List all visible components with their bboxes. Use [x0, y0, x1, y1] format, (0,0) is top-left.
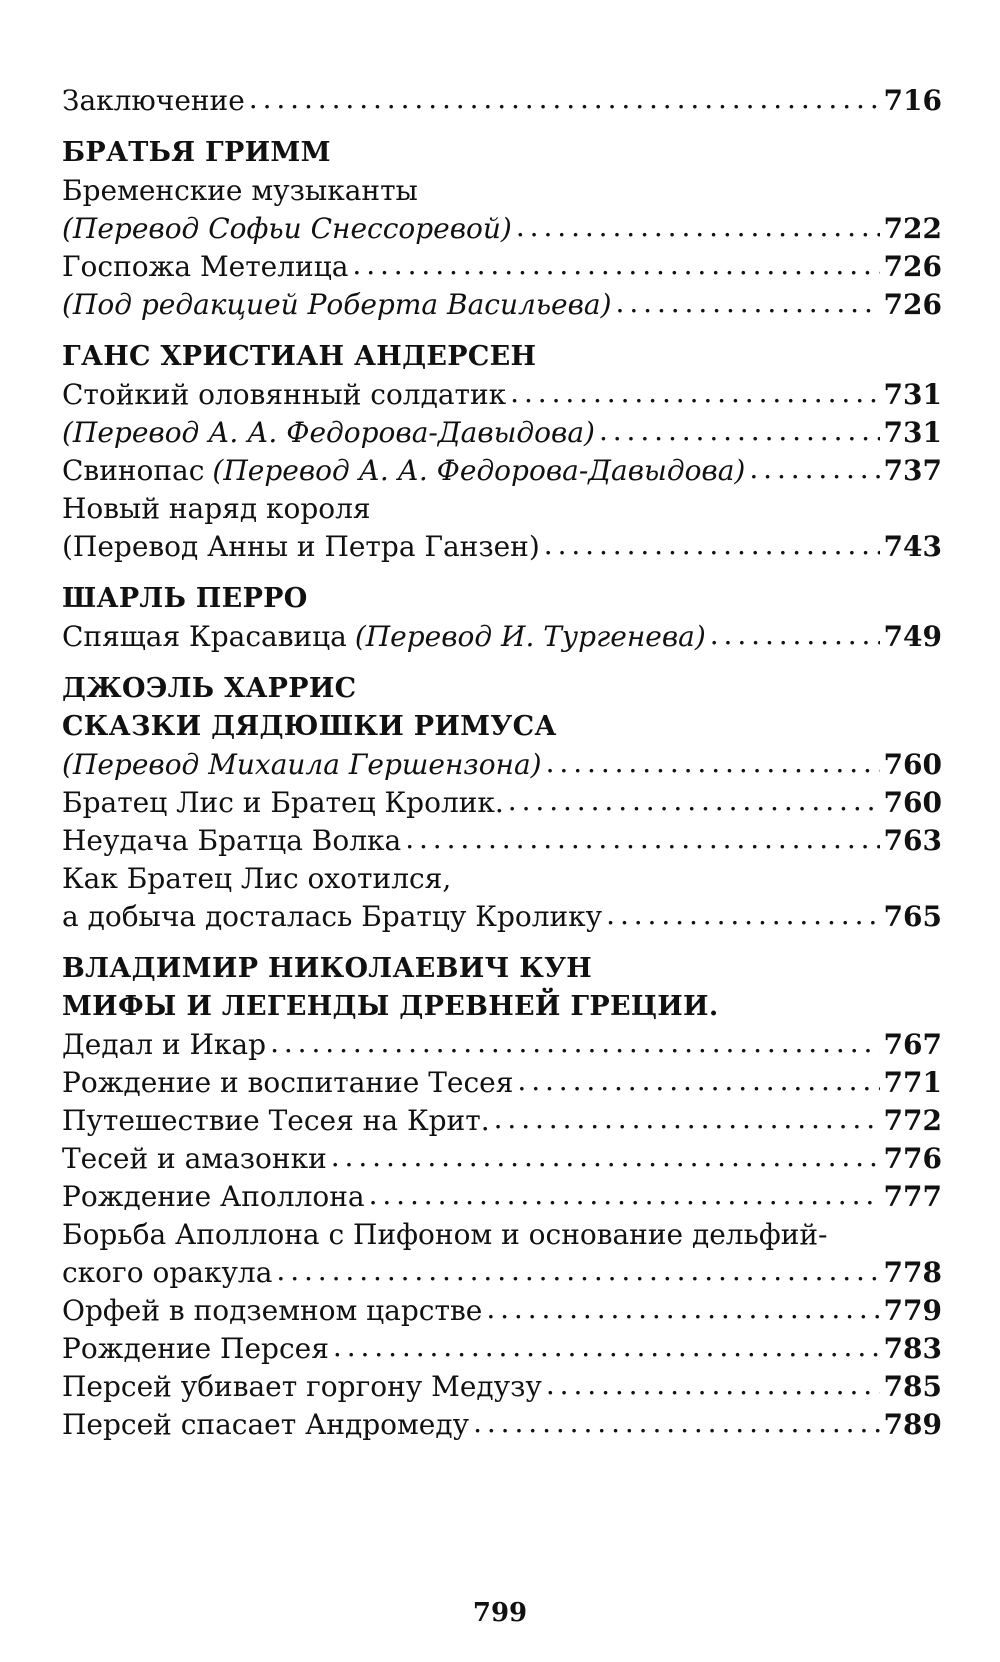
dot-leader: [510, 374, 879, 412]
dot-leader: [508, 782, 880, 820]
entry-title: Как Братец Лис охотился,: [62, 862, 452, 895]
entry-title: Рождение Аполлона: [62, 1180, 365, 1213]
entry-page: 726: [883, 288, 942, 321]
entry-title: Бременские музыканты: [62, 174, 418, 207]
entry-title: Заключение: [62, 84, 245, 117]
entry-page: 737: [883, 454, 942, 487]
author-heading: ВЛАДИМИР НИКОЛАЕВИЧ КУН: [62, 953, 593, 984]
entry-page: 763: [883, 824, 942, 857]
entry-page: 778: [883, 1256, 942, 1289]
entry-translator: (Перевод И. Тургенева): [354, 620, 706, 653]
entry-title: Тесей и амазонки: [62, 1142, 327, 1175]
entry-title: Спящая Красавица: [62, 620, 347, 653]
entry-title: (Под редакцией Роберта Васильева): [62, 288, 612, 321]
toc-entry: [62, 414, 942, 452]
toc-entry: [62, 1026, 942, 1064]
dot-leader: [606, 896, 879, 934]
entry-title: Рождение Персея: [62, 1332, 329, 1365]
entry-title: Борьба Аполлона с Пифоном и основание дельфий-: [62, 1218, 828, 1251]
toc-entry: [62, 376, 942, 414]
author-heading: БРАТЬЯ ГРИММ: [62, 137, 331, 168]
entry-title: ского оракула: [62, 1256, 273, 1289]
dot-leader: [494, 1100, 880, 1138]
entry-page: 785: [883, 1370, 942, 1403]
entry-page: 760: [883, 748, 942, 781]
dot-leader: [516, 208, 880, 246]
toc-entry: [62, 210, 942, 248]
dot-leader: [486, 1290, 879, 1328]
dot-leader: [333, 1328, 880, 1366]
entry-title: Стойкий оловянный солдатик: [62, 378, 507, 411]
collection-heading: СКАЗКИ ДЯДЮШКИ РИМУСА: [62, 711, 557, 742]
entry-page: 743: [883, 530, 942, 563]
toc-entry: [62, 1102, 942, 1140]
toc-entry: [62, 248, 942, 286]
entry-title: а добыча досталась Братцу Кролику: [62, 900, 603, 933]
dot-leader: [276, 1252, 879, 1290]
toc-entry: [62, 1292, 942, 1330]
dot-leader: [369, 1176, 880, 1214]
dot-leader: [749, 450, 879, 488]
table-of-contents: [62, 82, 942, 1444]
toc-entry: [62, 1368, 942, 1406]
entry-page: 776: [883, 1142, 942, 1175]
toc-entry: [62, 1406, 942, 1444]
entry-title: Дедал и Икар: [62, 1028, 267, 1061]
toc-entry: [62, 172, 942, 210]
toc-entry: [62, 1330, 942, 1368]
entry-page: 726: [883, 250, 942, 283]
dot-leader: [544, 526, 880, 564]
dot-leader: [249, 80, 880, 118]
entry-title: Путешествие Тесея на Крит.: [62, 1104, 490, 1137]
toc-entry: [62, 1178, 942, 1216]
dot-leader: [270, 1024, 879, 1062]
entry-title: Рождение и воспитание Тесея: [62, 1066, 514, 1099]
entry-page: 771: [883, 1066, 942, 1099]
toc-entry: [62, 618, 942, 656]
toc-entry: [62, 1064, 942, 1102]
dot-leader: [546, 744, 880, 782]
entry-title: Госпожа Метелица: [62, 250, 349, 283]
toc-entry: [62, 286, 942, 324]
toc-entry: [62, 860, 942, 898]
entry-page: 731: [883, 378, 942, 411]
dot-leader: [616, 284, 880, 322]
entry-page: 722: [883, 212, 942, 245]
entry-title: Новый наряд короля: [62, 492, 371, 525]
author-heading: ШАРЛЬ ПЕРРО: [62, 583, 308, 614]
dot-leader: [546, 1366, 880, 1404]
collection-heading: МИФЫ И ЛЕГЕНДЫ ДРЕВНЕЙ ГРЕЦИИ.: [62, 991, 719, 1022]
author-heading: ГАНС ХРИСТИАН АНДЕРСЕН: [62, 341, 537, 372]
dot-leader: [405, 820, 879, 858]
entry-page: 783: [883, 1332, 942, 1365]
toc-entry: [62, 490, 942, 528]
dot-leader: [599, 412, 880, 450]
entry-page: 772: [883, 1104, 942, 1137]
entry-title: (Перевод Софьи Снессоревой): [62, 212, 512, 245]
entry-page: 765: [883, 900, 942, 933]
entry-page: 789: [883, 1408, 942, 1441]
entry-title: Орфей в подземном царстве: [62, 1294, 483, 1327]
dot-leader: [710, 616, 880, 654]
toc-entry: [62, 746, 942, 784]
toc-entry: [62, 1140, 942, 1178]
entry-page: 760: [883, 786, 942, 819]
entry-page: 749: [883, 620, 942, 653]
toc-entry: [62, 452, 942, 490]
entry-title: Персей спасает Андромеду: [62, 1408, 470, 1441]
entry-title: Свинопас: [62, 454, 205, 487]
entry-page: 731: [883, 416, 942, 449]
entry-title: Братец Лис и Братец Кролик.: [62, 786, 504, 819]
page-number: 799: [472, 1598, 528, 1628]
dot-leader: [517, 1062, 879, 1100]
dot-leader: [352, 246, 879, 284]
toc-entry: [62, 528, 942, 566]
toc-entry: [62, 1254, 942, 1292]
entry-title: Неудача Братца Волка: [62, 824, 402, 857]
dot-leader: [331, 1138, 880, 1176]
dot-leader: [473, 1404, 879, 1442]
toc-entry: [62, 822, 942, 860]
entry-title: (Перевод Михаила Гершензона): [62, 748, 542, 781]
toc-entry: [62, 784, 942, 822]
entry-page: 777: [883, 1180, 942, 1213]
entry-title: (Перевод А. А. Федорова-Давыдова): [62, 416, 595, 449]
author-heading: ДЖОЭЛЬ ХАРРИС: [62, 673, 357, 704]
toc-entry: [62, 1216, 942, 1254]
entry-page: 767: [883, 1028, 942, 1061]
entry-translator: (Перевод А. А. Федорова-Давыдова): [212, 454, 746, 487]
entry-page: 779: [883, 1294, 942, 1327]
toc-entry: [62, 82, 942, 120]
entry-title: (Перевод Анны и Петра Ганзен): [62, 530, 540, 563]
toc-entry: [62, 898, 942, 936]
entry-title: Персей убивает горгону Медузу: [62, 1370, 542, 1403]
entry-page: 716: [883, 84, 942, 117]
